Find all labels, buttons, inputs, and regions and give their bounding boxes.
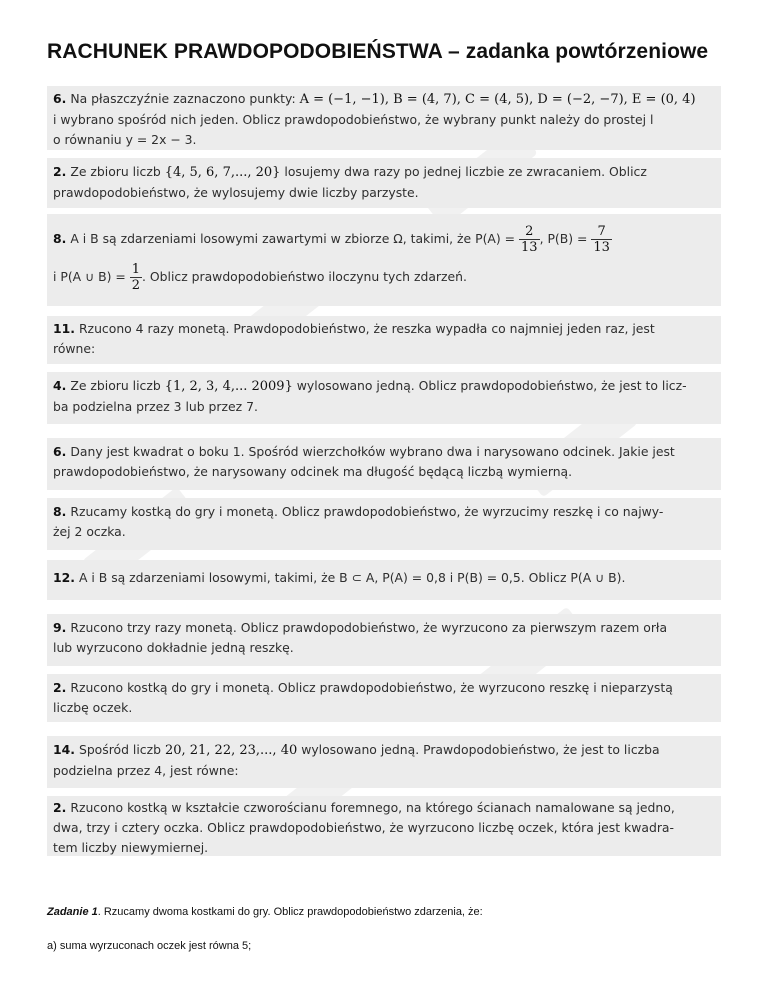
task-2-dice-coin: 2. Rzucono kostką do gry i monetą. Oblicz prawdopodobieństwo, że wyrzucono reszkę i nieparzystą liczbę oczek. [47,674,721,722]
task-14-numbers: 14. Spośród liczb 20, 21, 22, 23,..., 40 wylosowano jedną. Prawdopodobieństwo, że jest to liczba podzielna przez 4, jest równe: [47,736,721,788]
task-6-points: 6. Na płaszczyźnie zaznaczono punkty: A = (−1, −1), B = (4, 7), C = (4, 5), D = (−2, −7), E = (0, 4) i wybrano spośród nich jeden. Oblicz prawdopodobieństwo, że wybrany punkt należy do prostej l o równaniu y = 2x − 3. [47,86,721,150]
zadanie-1-item-a: a) suma wyrzuconach oczek jest równa 5; [47,940,252,952]
task-4-divisible: 4. Ze zbioru liczb {1, 2, 3, 4,... 2009} wylosowano jedną. Oblicz prawdopodobieństwo, że jest to licz- ba podzielna przez 3 lub przez 7. [47,372,721,424]
task-6-square: 6. Dany jest kwadrat o boku 1. Spośród wierzchołków wybrano dwa i narysowano odcinek. Jakie jest prawdopodobieństwo, że narysowany odcinek ma długość będącą liczbą wymierną. [47,438,721,490]
page-title: RACHUNEK PRAWDOPODOBIEŃSTWA – zadanka powtórzeniowe [47,40,709,63]
task-2-set: 2. Ze zbioru liczb {4, 5, 6, 7,..., 20} losujemy dwa razy po jednej liczbie ze zwracaniem. Oblicz prawdopodobieństwo, że wylosujemy dwie liczby parzyste. [47,158,721,208]
zadanie-1: Zadanie 1. Rzucamy dwoma kostkami do gry. Oblicz prawdopodobieństwo zdarzenia, że: [47,906,483,918]
task-12-union: 12. A i B są zdarzeniami losowymi, takimi, że B ⊂ A, P(A) = 0,8 i P(B) = 0,5. Oblicz P(A ∪ B). [47,560,721,600]
task-8-events: 8. A i B są zdarzeniami losowymi zawartymi w zbiorze Ω, takimi, że P(A) = $\frac{2}{13}$ , P(B) = $\frac{7}{13}$ i P(A ∪ B) = $\frac{1}{2}$ . Oblicz prawdopodobieństwo iloczynu tych zdarzeń. [47,214,721,306]
task-2-tetrahedron: 2. Rzucono kostką w kształcie czworościanu foremnego, na którego ścianach namalowane są jedno, dwa, trzy i cztery oczka. Oblicz prawdopodobieństwo, że wyrzucono liczbę oczek, która jest kwadra- tem liczby niewymiernej. [47,796,721,856]
task-9-coin: 9. Rzucono trzy razy monetą. Oblicz prawdopodobieństwo, że wyrzucono za pierwszym razem orła lub wyrzucono dokładnie jedną reszkę. [47,614,721,666]
task-11-coin: 11. Rzucono 4 razy monetą. Prawdopodobieństwo, że reszka wypadła co najmniej jeden raz, jest równe: [47,316,721,364]
task-8-dice-coin: 8. Rzucamy kostką do gry i monetą. Oblicz prawdopodobieństwo, że wyrzucimy reszkę i co najwy- żej 2 oczka. [47,498,721,550]
